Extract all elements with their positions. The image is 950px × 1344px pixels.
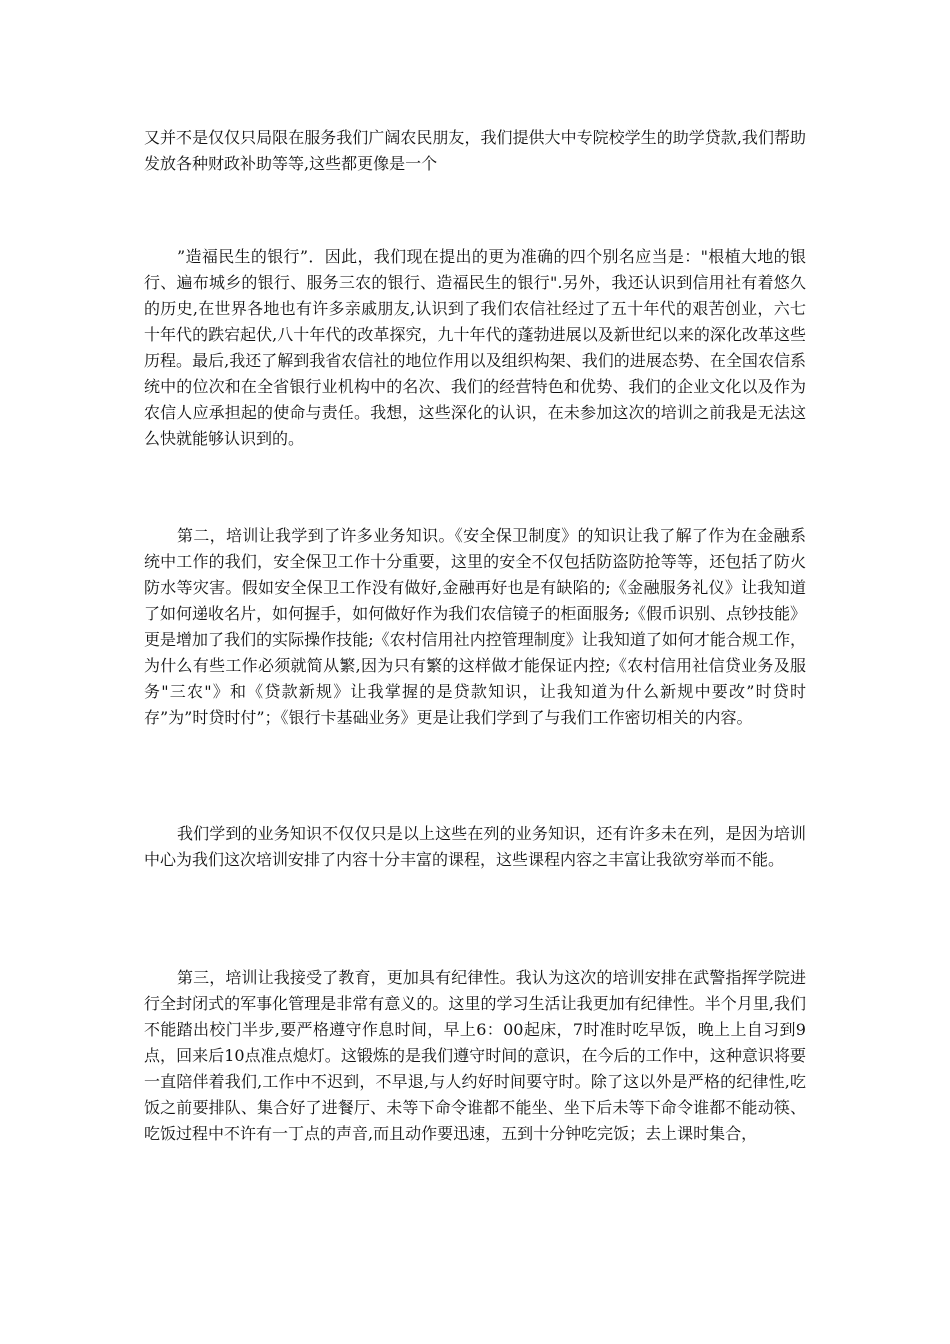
- paragraph-5: 第三，培训让我接受了教育，更加具有纪律性。我认为这次的培训安排在武警指挥学院进行全封闭式的军事化管理是非常有意义的。这里的学习生活让我更加有纪律性。半个月里,我们不能踏出校门半步,要严格遵守作息时间，早上6：00起床，7时准时吃早饭，晚上上自习到9点，回来后10点准点熄灯。这锻炼的是我们遵守时间的意识，在今后的工作中，这种意识将要一直陪伴着我们,工作中不迟到，不早退,与人约好时间要守时。除了这以外是严格的纪律性,吃饭之前要排队、集合好了进餐厅、未等下命令谁都不能坐、坐下后未等下命令谁都不能动筷、吃饭过程中不许有一丁点的声音,而且动作要迅速，五到十分钟吃完饭；去上课时集合，: [144, 968, 806, 1143]
- paragraph-4: 我们学到的业务知识不仅仅只是以上这些在列的业务知识，还有许多未在列，是因为培训中心为我们这次培训安排了内容十分丰富的课程，这些课程内容之丰富让我欲穷举而不能。: [144, 824, 806, 869]
- paragraph-2: ”造福民生的银行”．因此，我们现在提出的更为准确的四个别名应当是："根植大地的银行、遍布城乡的银行、服务三农的银行、造福民生的银行".另外，我还认识到信用社有着悠久的历史,在世界各地也有许多亲戚朋友,认识到了我们农信社经过了五十年代的艰苦创业，六七十年代的跌宕起伏,八十年代的改革探究，九十年代的蓬勃进展以及新世纪以来的深化改革这些历程。最后,我还了解到我省农信社的地位作用以及组织构架、我们的进展态势、在全国农信系统中的位次和在全省银行业机构中的名次、我们的经营特色和优势、我们的企业文化以及作为农信人应承担起的使命与责任。我想，这些深化的认识，在未参加这次的培训之前我是无法这么快就能够认识到的。: [144, 247, 806, 448]
- paragraph-1: 又并不是仅仅只局限在服务我们广阔农民朋友，我们提供大中专院校学生的助学贷款,我们帮助发放各种财政补助等等,这些都更像是一个: [144, 128, 806, 173]
- paragraph-3: 第二，培训让我学到了许多业务知识。《安全保卫制度》的知识让我了解了作为在金融系统中工作的我们，安全保卫工作十分重要，这里的安全不仅包括防盗防抢等等，还包括了防火防水等灾害。假如安全保卫工作没有做好,金融再好也是有缺陷的;《金融服务礼仪》让我知道了如何递收名片，如何握手，如何做好作为我们农信镜子的柜面服务;《假币识别、点钞技能》更是增加了我们的实际操作技能;《农村信用社内控管理制度》让我知道了如何才能合规工作，为什么有些工作必须就简从繁,因为只有繁的这样做才能保证内控;《农村信用社信贷业务及服务"三农"》和《贷款新规》让我掌握的是贷款知识，让我知道为什么新规中要改”时贷时存”为”时贷时付”；《银行卡基础业务》更是让我们学到了与我们工作密切相关的内容。: [144, 526, 806, 727]
